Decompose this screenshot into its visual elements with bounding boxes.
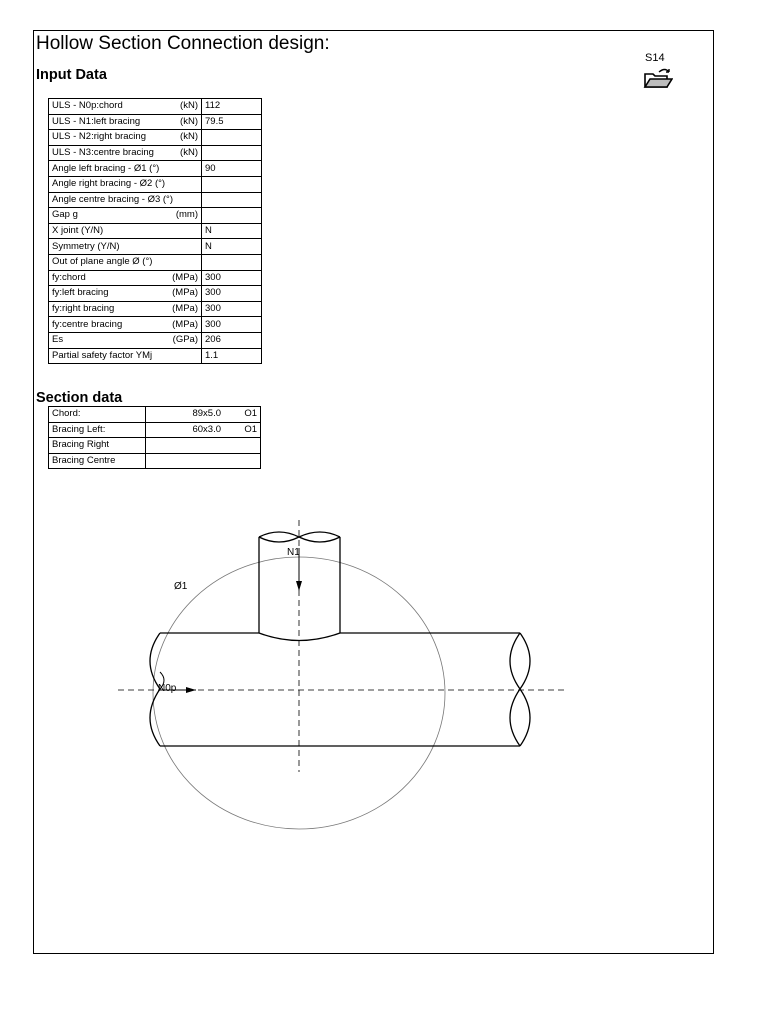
input-value[interactable]: N — [202, 239, 262, 255]
input-label: ULS - N2:right bracing — [52, 131, 146, 143]
n1-arrow-head — [296, 581, 302, 591]
input-label: Es — [52, 334, 64, 346]
section-label: Bracing Centre — [49, 453, 146, 469]
input-unit: (MPa) — [172, 303, 198, 315]
section-code: O1 — [244, 423, 257, 435]
input-label: Symmetry (Y/N) — [52, 240, 120, 252]
input-value[interactable]: 79.5 — [202, 114, 262, 130]
bracing-top-back — [259, 532, 340, 542]
input-label: ULS - N3:centre bracing — [52, 147, 154, 159]
n0p-arrow-head — [186, 687, 196, 693]
section-code: O1 — [244, 408, 257, 420]
input-label: ULS - N1:left bracing — [52, 115, 141, 127]
input-unit: (MPa) — [172, 287, 198, 299]
input-label: Angle left bracing - Ø1 (°) — [52, 162, 160, 174]
input-unit: (kN) — [180, 100, 198, 112]
section-size: 60x3.0 — [192, 423, 221, 435]
input-unit: (MPa) — [172, 318, 198, 330]
input-value[interactable]: 300 — [202, 317, 262, 333]
bracing-intersection — [259, 633, 340, 641]
input-label: fy:right bracing — [52, 303, 115, 315]
input-unit: (kN) — [180, 131, 198, 143]
n1-label: N1 — [287, 547, 300, 558]
input-label: fy:chord — [52, 271, 86, 283]
input-unit: (kN) — [180, 147, 198, 159]
input-label: Out of plane angle Ø (°) — [52, 256, 153, 268]
input-value[interactable]: 206 — [202, 332, 262, 348]
input-label: X joint (Y/N) — [52, 225, 104, 237]
sheet-ref: S14 — [645, 52, 665, 64]
input-label: ULS - N0p:chord — [52, 100, 123, 112]
input-value[interactable]: 1.1 — [202, 348, 262, 364]
input-value[interactable]: 90 — [202, 161, 262, 177]
input-value[interactable]: 300 — [202, 270, 262, 286]
input-label: Partial safety factor YMj — [52, 349, 153, 361]
input-value[interactable]: N — [202, 223, 262, 239]
input-label: Gap g — [52, 209, 78, 221]
input-value[interactable]: 300 — [202, 286, 262, 302]
n0p-label: N0p — [158, 683, 177, 694]
chord-right-end-outer — [510, 633, 520, 746]
input-label: fy:centre bracing — [52, 318, 123, 330]
section-data-heading: Section data — [36, 390, 123, 406]
input-label: fy:left bracing — [52, 287, 109, 299]
input-value[interactable]: 112 — [202, 99, 262, 115]
angle-label: Ø1 — [174, 581, 188, 592]
section-label: Bracing Left: — [49, 422, 146, 438]
input-label: Angle right bracing - Ø2 (°) — [52, 178, 166, 190]
section-size: 89x5.0 — [192, 408, 221, 420]
input-data-heading: Input Data — [36, 67, 107, 83]
input-label: Angle centre bracing - Ø3 (°) — [52, 193, 174, 205]
section-label: Chord: — [49, 407, 146, 423]
input-unit: (MPa) — [172, 271, 198, 283]
input-unit: (kN) — [180, 115, 198, 127]
input-value[interactable]: 300 — [202, 301, 262, 317]
page-title: Hollow Section Connection design: — [36, 33, 330, 54]
section-label: Bracing Right — [49, 438, 146, 454]
input-unit: (GPa) — [172, 334, 198, 346]
chord-right-end-back — [520, 633, 530, 746]
input-unit: (mm) — [175, 209, 198, 221]
